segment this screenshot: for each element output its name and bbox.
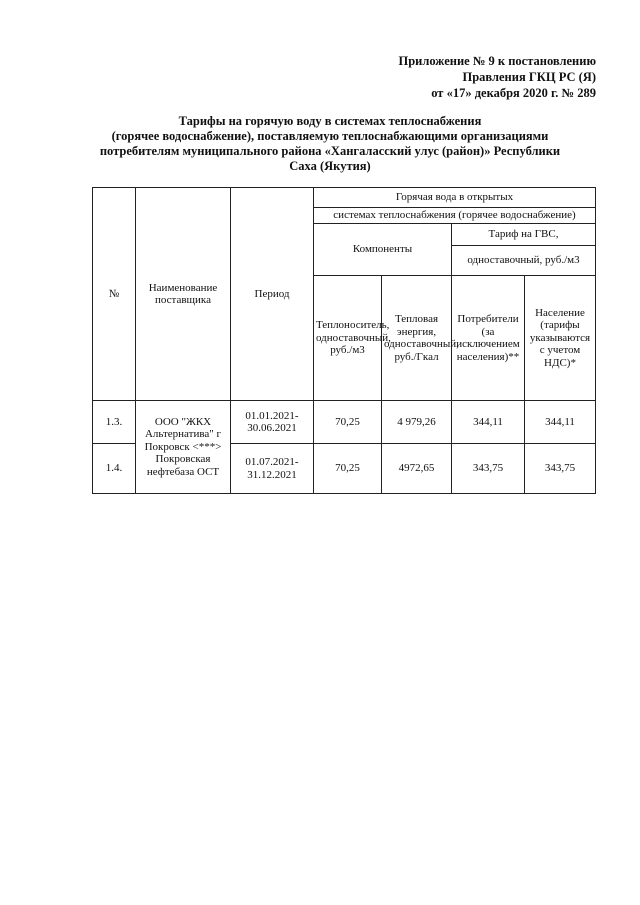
header-num: № (93, 188, 136, 401)
row-supplier: ООО "ЖКХ Альтернатива" г Покровск <***> Покровская нефтебаза ОСТ (136, 401, 231, 494)
title-line-4: Саха (Якутия) (289, 159, 371, 173)
row-period: 01.01.2021-30.06.2021 (231, 401, 314, 444)
header-period: Период (231, 188, 314, 401)
row-population: 343,75 (525, 444, 596, 494)
row-consumers: 344,11 (452, 401, 525, 444)
row-heat-energy: 4972,65 (382, 444, 452, 494)
row-heat-energy: 4 979,26 (382, 401, 452, 444)
table-row (93, 401, 596, 444)
header-heat-energy: Тепловая энергия, одноставочный, руб./Гкал (382, 276, 452, 401)
row-num: 1.4. (93, 444, 136, 494)
row-period: 01.07.2021-31.12.2021 (231, 444, 314, 494)
title-line-2: (горячее водоснабжение), поставляемую теплоснабжающими организациями (111, 129, 549, 143)
header-heat-carrier: Теплоноситель, одноставочный, руб./м3 (314, 276, 382, 401)
row-consumers: 343,75 (452, 444, 525, 494)
appendix-line-2: Правления ГКЦ РС (Я) (462, 70, 596, 84)
header-group-line-1: Горячая вода в открытых (314, 188, 596, 208)
header-tariff-unit: одноставочный, руб./м3 (452, 246, 596, 276)
row-heat-carrier: 70,25 (314, 444, 382, 494)
header-components: Компоненты (314, 224, 452, 276)
title-line-3: потребителям муниципального района «Хангаласский улус (район)» Республики (99, 144, 561, 158)
header-group-line-2: системах теплоснабжения (горячее водоснабжение) (314, 208, 596, 224)
title-line-1: Тарифы на горячую воду в системах теплоснабжения (178, 114, 482, 128)
header-tariff-gvs: Тариф на ГВС, (452, 224, 596, 246)
row-population: 344,11 (525, 401, 596, 444)
row-num: 1.3. (93, 401, 136, 444)
header-supplier: Наименование поставщика (136, 188, 231, 401)
document-title (80, 114, 580, 174)
appendix-header (398, 53, 596, 101)
tariff-table (92, 187, 596, 494)
header-population: Население (тарифы указываются с учетом НДС)* (525, 276, 596, 401)
header-consumers: Потребители (за исключением населения)** (452, 276, 525, 401)
row-heat-carrier: 70,25 (314, 401, 382, 444)
appendix-line-1: Приложение № 9 к постановлению (398, 54, 596, 68)
header-row-1 (93, 188, 596, 208)
appendix-line-3: от «17» декабря 2020 г. № 289 (431, 86, 596, 100)
